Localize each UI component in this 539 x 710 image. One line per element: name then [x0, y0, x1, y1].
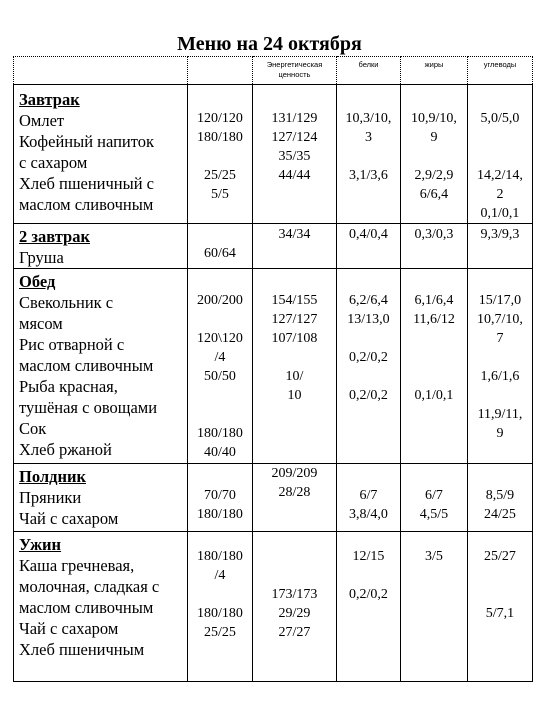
protein-value: 12/15	[352, 549, 385, 564]
carbs-cell	[468, 224, 533, 269]
portion-value: 70/70	[204, 488, 236, 503]
fat-value: 0,3/0,3	[414, 227, 454, 242]
fat-value: 2,9/2,9	[414, 168, 454, 183]
header-carbs: углеводы	[468, 57, 533, 85]
energy-cell	[253, 224, 337, 269]
portion-value: 120/120	[197, 111, 243, 126]
energy-value: 28/28	[278, 485, 311, 500]
fat-value: 3/5	[425, 549, 443, 564]
fat-value: 6/6,4	[419, 187, 449, 202]
protein-value: 3,8/4,0	[349, 507, 388, 522]
dish-cell	[14, 464, 188, 532]
header-energy: Энергетическая ценность	[253, 57, 337, 85]
energy-value: 131/129	[271, 111, 318, 126]
portion-value: 180/180	[197, 606, 243, 621]
dish-line: с сахаром	[19, 153, 88, 172]
page-title: Меню на 24 октября	[177, 33, 362, 55]
protein-value: 6,2/6,4	[349, 293, 388, 308]
energy-value: 127/127	[271, 312, 318, 327]
portion-value: 180/180	[197, 507, 243, 522]
fat-value: 11,6/12	[413, 312, 455, 327]
fat-value: 9	[430, 130, 438, 145]
protein-value: 0,4/0,4	[349, 227, 388, 242]
protein-value: 10,3/10,	[345, 111, 392, 126]
energy-value: 127/124	[271, 130, 318, 145]
portion-value: 25/25	[204, 625, 236, 640]
dish-line: Сок	[19, 419, 47, 438]
section-row	[14, 269, 533, 464]
portion-value: 25/25	[204, 168, 236, 183]
header-dish	[14, 57, 188, 85]
protein-cell	[337, 269, 401, 464]
carbs-value: 9	[496, 426, 504, 441]
meal-title: Обед	[19, 272, 56, 291]
energy-value: 10/	[285, 369, 304, 384]
energy-value: 34/34	[278, 227, 311, 242]
dish-line: Пряники	[19, 488, 82, 507]
fat-value: 6,1/6,4	[414, 293, 454, 308]
header-row	[14, 57, 533, 85]
energy-cell	[253, 532, 337, 682]
portion-value: 50/50	[204, 369, 236, 384]
portion-value: 5/5	[211, 187, 229, 202]
carbs-value: 1,6/1,6	[480, 369, 520, 384]
carbs-value: 25/27	[484, 549, 516, 564]
energy-value: 10	[287, 388, 302, 403]
energy-value: 173/173	[271, 587, 318, 602]
dish-line: молочная, сладкая с	[19, 577, 160, 596]
dish-line: Груша	[19, 248, 64, 267]
portion-value: 120\120	[197, 331, 243, 346]
fat-value: 6/7	[425, 488, 443, 503]
section-row	[14, 85, 533, 224]
dish-cell	[14, 532, 188, 682]
fat-cell	[401, 85, 468, 224]
section-row	[14, 224, 533, 269]
dish-line: Рыба красная,	[19, 377, 118, 396]
energy-cell	[253, 85, 337, 224]
meal-title: Полдник	[19, 467, 86, 486]
dish-line: маслом сливочным	[19, 195, 154, 214]
carbs-value: 5/7,1	[485, 606, 515, 621]
fat-value: 0,1/0,1	[414, 388, 454, 403]
menu-table	[13, 56, 533, 682]
portion-cell	[188, 224, 253, 269]
protein-value: 6/7	[359, 488, 378, 503]
dish-line: Хлеб пшеничным	[19, 640, 145, 659]
fat-value: 10,9/10,	[411, 111, 457, 126]
header-portion	[188, 57, 253, 85]
dish-line: мясом	[19, 314, 63, 333]
portion-cell	[188, 464, 253, 532]
dish-cell	[14, 85, 188, 224]
dish-line: Хлеб ржаной	[19, 440, 112, 459]
dish-cell	[14, 269, 188, 464]
protein-cell	[337, 224, 401, 269]
dish-line: маслом сливочным	[19, 356, 154, 375]
protein-value: 3,1/3,6	[349, 168, 388, 183]
portion-value: 200/200	[197, 293, 243, 308]
fat-cell	[401, 269, 468, 464]
dish-line: Чай с сахаром	[19, 619, 119, 638]
protein-value: 3	[365, 130, 372, 145]
carbs-value: 7	[496, 331, 504, 346]
protein-cell	[337, 532, 401, 682]
dish-line: Свекольник с	[19, 293, 114, 312]
dish-line: Кофейный напиток	[19, 132, 155, 151]
energy-value: 35/35	[278, 149, 311, 164]
section-row	[14, 532, 533, 682]
portion-value: 180/180	[197, 130, 243, 145]
protein-cell	[337, 464, 401, 532]
protein-value: 0,2/0,2	[349, 388, 388, 403]
portion-value: 60/64	[204, 246, 236, 261]
protein-value: 0,2/0,2	[349, 587, 388, 602]
fat-cell	[401, 464, 468, 532]
carbs-value: 9,3/9,3	[480, 227, 520, 242]
carbs-value: 5,0/5,0	[480, 111, 520, 126]
dish-line: тушёная с овощами	[19, 398, 158, 417]
energy-cell	[253, 464, 337, 532]
dish-line: Каша гречневая,	[19, 556, 135, 575]
energy-cell	[253, 269, 337, 464]
dish-line: маслом сливочным	[19, 598, 154, 617]
energy-value: 154/155	[271, 293, 318, 308]
energy-value: 107/108	[271, 331, 318, 346]
dish-cell	[14, 224, 188, 269]
carbs-value: 8,5/9	[485, 488, 515, 503]
carbs-value: 2	[496, 187, 504, 202]
dish-line: Омлет	[19, 111, 65, 130]
carbs-cell	[468, 464, 533, 532]
energy-value: 27/27	[278, 625, 311, 640]
protein-cell	[337, 85, 401, 224]
section-row	[14, 464, 533, 532]
carbs-value: 0,1/0,1	[480, 206, 520, 221]
protein-value: 0,2/0,2	[349, 350, 388, 365]
carbs-value: 11,9/11,	[477, 407, 523, 422]
dish-line: Рис отварной с	[19, 335, 125, 354]
portion-value: 180/180	[197, 549, 243, 564]
fat-value: 4,5/5	[419, 507, 449, 522]
meal-title: Ужин	[19, 535, 62, 554]
portion-cell	[188, 269, 253, 464]
energy-value: 44/44	[278, 168, 311, 183]
dish-line: Хлеб пшеничный с	[19, 174, 155, 193]
carbs-cell	[468, 532, 533, 682]
protein-value: 13/13,0	[347, 312, 390, 327]
header-protein: белки	[337, 57, 401, 85]
energy-value: 209/209	[271, 466, 318, 481]
portion-cell	[188, 532, 253, 682]
portion-value: /4	[214, 568, 226, 583]
dish-line: Чай с сахаром	[19, 509, 119, 528]
portion-value: 40/40	[204, 445, 236, 460]
carbs-value: 10,7/10,	[477, 312, 523, 327]
meal-title: 2 завтрак	[19, 227, 90, 246]
fat-cell	[401, 224, 468, 269]
meal-title: Завтрак	[19, 90, 80, 109]
carbs-cell	[468, 269, 533, 464]
fat-cell	[401, 532, 468, 682]
energy-value: 29/29	[278, 606, 311, 621]
carbs-value: 15/17,0	[478, 293, 522, 308]
carbs-value: 24/25	[484, 507, 516, 522]
portion-cell	[188, 85, 253, 224]
header-fat: жиры	[401, 57, 468, 85]
carbs-value: 14,2/14,	[477, 168, 523, 183]
portion-value: 180/180	[197, 426, 243, 441]
carbs-cell	[468, 85, 533, 224]
portion-value: /4	[214, 350, 226, 365]
